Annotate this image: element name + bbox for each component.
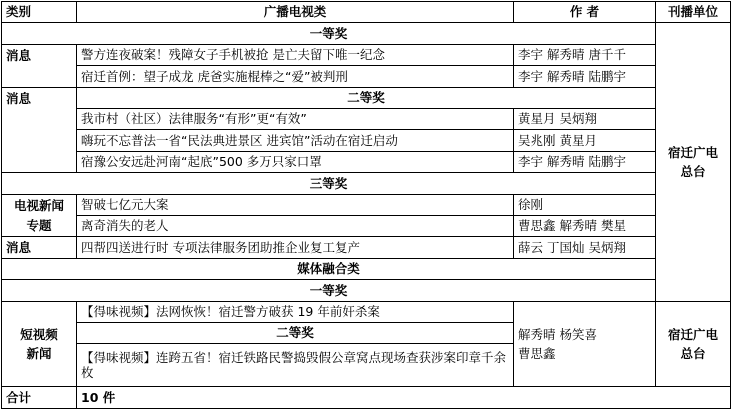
table-header-row (2, 2, 731, 23)
entry-authors: 李宇 解秀晴 陆鹏宇 (514, 151, 656, 172)
prize-row (2, 23, 731, 44)
header-category: 类别 (2, 2, 77, 23)
category-tv-special (2, 194, 77, 237)
entry-title: 宿豫公安远赴河南“起底”500 多万只家口罩 (77, 151, 514, 172)
media-entries (77, 301, 514, 387)
section-row (2, 258, 731, 279)
media-authors-line1: 解秀晴 杨笑喜 (518, 326, 597, 342)
publisher-media (656, 301, 731, 387)
table-row (2, 194, 731, 215)
entry-title: 离奇消失的老人 (77, 216, 514, 237)
table-row (2, 216, 731, 237)
section-media-fusion: 媒体融合类 (2, 258, 656, 279)
entry-authors: 薛云 丁国灿 吴炳翔 (514, 237, 656, 258)
entry-authors: 徐刚 (514, 194, 656, 215)
category-news: 消息 (2, 87, 77, 173)
entry-title: 嗨玩不忘普法一省“民法典进景区 进宾馆”活动在宿迁启动 (77, 130, 514, 151)
table-row (2, 66, 731, 87)
table-row (2, 44, 731, 65)
prize-second: 二等奖 (77, 87, 656, 108)
prize-second-media: 二等奖 (77, 323, 513, 344)
category-tv-line1: 电视新闻 (13, 198, 64, 214)
header-authors: 作 者 (514, 2, 656, 23)
total-label: 合计 (2, 387, 77, 409)
total-value: 10 件 (77, 387, 731, 409)
publisher-broadcast (656, 23, 731, 301)
header-publisher: 刊播单位 (656, 2, 731, 23)
prize-first-media: 一等奖 (2, 280, 656, 301)
entry-authors: 黄星月 吴炳翔 (514, 109, 656, 130)
prize-first: 一等奖 (2, 23, 656, 44)
media-authors (514, 301, 656, 387)
prize-row (2, 280, 731, 301)
table-row (2, 109, 731, 130)
awards-table (1, 1, 731, 409)
publisher-media-line2: 总台 (680, 346, 706, 362)
entry-title: 四帮四送进行时 专项法律服务团助推企业复工复产 (77, 237, 514, 258)
prize-third: 三等奖 (2, 173, 656, 194)
media-authors-line2: 曹思鑫 (518, 346, 556, 362)
category-short-video-line1: 短视频 (20, 326, 58, 342)
publisher-line1: 宿迁广电 (667, 144, 718, 160)
entry-authors: 吴兆刚 黄星月 (514, 130, 656, 151)
media-entries-table (77, 302, 513, 387)
category-short-video (2, 301, 77, 387)
entry-title: 警方连夜破案！残障女子手机被抢 是亡夫留下唯一纪念 (77, 44, 514, 65)
media-entries-row (2, 301, 731, 387)
entry-authors: 李宇 解秀晴 唐千千 (514, 44, 656, 65)
entry-authors: 曹思鑫 解秀晴 樊星 (514, 216, 656, 237)
prize-row (2, 87, 731, 108)
table-row (2, 130, 731, 151)
entry-authors: 李宇 解秀晴 陆鹏宇 (514, 66, 656, 87)
table-row (2, 151, 731, 172)
publisher-line2: 总台 (680, 164, 706, 180)
category-short-video-line2: 新闻 (26, 346, 52, 362)
publisher-media-line1: 宿迁广电 (667, 326, 718, 342)
entry-title: 智破七亿元大案 (77, 194, 514, 215)
table-row (2, 237, 731, 258)
entry-title: 宿迁首例：望子成龙 虎爸实施棍棒之“爱”被判刑 (77, 66, 514, 87)
entry-title: 我市村（社区）法律服务“有形”更“有效” (77, 109, 514, 130)
total-row (2, 387, 731, 409)
header-type: 广播电视类 (77, 2, 514, 23)
entry-title: 【得味视频】连跨五省！宿迁铁路民警捣毁假公章窝点现场查获涉案印章千余枚 (77, 344, 513, 387)
category-news: 消息 (2, 237, 77, 258)
prize-row (2, 173, 731, 194)
category-news: 消息 (2, 44, 77, 87)
entry-title: 【得味视频】法网恢恢！宿迁警方破获 19 年前奸杀案 (81, 304, 380, 320)
category-tv-line2: 专题 (26, 217, 52, 233)
